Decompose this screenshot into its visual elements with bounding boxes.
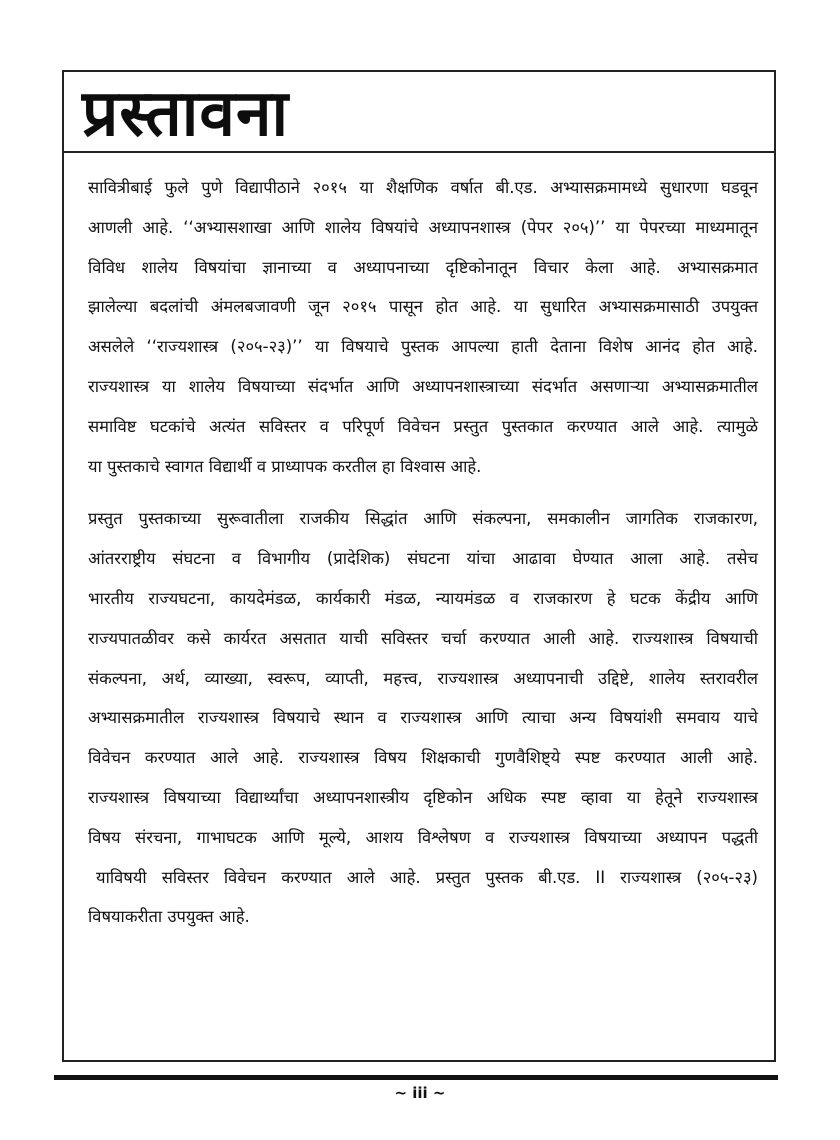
text-line: आणली आहे. ‘‘अभ्यासशाखा आणि शालेय विषयांचे अध्यापनशास्त्र (पेपर २०५)’’ या पेपरच्या माध्यमातून — [88, 217, 758, 237]
preface-body — [88, 168, 758, 950]
text-line: सावित्रीबाई फुले पुणे विद्यापीठाने २०१५ या शैक्षणिक वर्षात बी.एड. अभ्यासक्रमामध्ये सुधारणा घडवून — [88, 178, 758, 197]
text-line: राज्यपातळीवर कसे कार्यरत असतात याची सविस्तर चर्चा करण्यात आली आहे. राज्यशास्त्र विषयाची — [88, 628, 758, 648]
text-line: राज्यशास्त्र या शालेय विषयाच्या संदर्भात आणि अध्यापनशास्त्राच्या संदर्भात असणाऱ्या अभ्यासक्रमातील — [88, 376, 758, 396]
text-line: विषय संरचना, गाभाघटक आणि मूल्ये, आशय विश्लेषण व राज्यशास्त्र विषयाच्या अध्यापन पद्धती — [88, 827, 758, 847]
text-line: या पुस्तकाचे स्वागत विद्यार्थी व प्राध्यापक करतील हा विश्वास आहे. — [88, 456, 482, 476]
paragraph-1 — [88, 168, 758, 486]
footer-divider — [54, 1075, 778, 1080]
page-number: ~ iii ~ — [394, 1084, 446, 1102]
paragraph-2 — [88, 499, 758, 937]
page-title: प्रस्तावना — [82, 76, 290, 151]
text-line: विवेचन करण्यात आले आहे. राज्यशास्त्र विषय शिक्षकाची गुणवैशिष्ट्ये स्पष्ट करण्यात आली आहे. — [88, 748, 758, 768]
text-line: झालेल्या बदलांची अंमलबजावणी जून २०१५ पासून होत आहे. या सुधारित अभ्यासक्रमासाठी उपयुक्त — [88, 297, 758, 317]
text-line: असलेले ‘‘राज्यशास्त्र (२०५-२३)’’ या विषयाचे पुस्तक आपल्या हाती देताना विशेष आनंद होत आहे. — [88, 337, 758, 357]
text-line: भारतीय राज्यघटना, कायदेमंडळ, कार्यकारी मंडळ, न्यायमंडळ व राजकारण हे घटक केंद्रीय आणि — [88, 588, 758, 608]
text-line: आंतरराष्ट्रीय संघटना व विभागीय (प्रादेशिक) संघटना यांचा आढावा घेण्यात आला आहे. तसेच — [88, 549, 758, 569]
text-line: याविषयी सविस्तर विवेचन करण्यात आले आहे. प्रस्तुत पुस्तक बी.एड. II राज्यशास्त्र (२०५-२३) — [96, 867, 758, 887]
text-line: प्रस्तुत पुस्तकाच्या सुरूवातीला राजकीय सिद्धांत आणि संकल्पना, समकालीन जागतिक राजकारण, — [88, 509, 758, 529]
title-divider — [64, 151, 774, 153]
text-line: समाविष्ट घटकांचे अत्यंत सविस्तर व परिपूर्ण विवेचन प्रस्तुत पुस्तकात करण्यात आले आहे. त्यामुळे — [88, 416, 758, 436]
text-line: राज्यशास्त्र विषयाच्या विद्यार्थ्यांचा अध्यापनशास्त्रीय दृष्टिकोन अधिक स्पष्ट व्हावा या हेतूने राज्यशास्त्र — [88, 787, 758, 807]
text-line: अभ्यासक्रमातील राज्यशास्त्र विषयाचे स्थान व राज्यशास्त्र आणि त्याचा अन्य विषयांशी समवाय याचे — [88, 708, 758, 728]
text-line: विषयाकरीता उपयुक्त आहे. — [88, 907, 250, 927]
text-line: संकल्पना, अर्थ, व्याख्या, स्वरूप, व्याप्ती, महत्त्व, राज्यशास्त्र अध्यापनाची उद्दिष्टे, शालेय स्तरावरील — [88, 668, 758, 688]
text-line: विविध शालेय विषयांचा ज्ञानाच्या व अध्यापनाच्या दृष्टिकोनातून विचार केला आहे. अभ्यासक्रमात — [88, 257, 758, 277]
page-frame — [62, 70, 776, 1062]
